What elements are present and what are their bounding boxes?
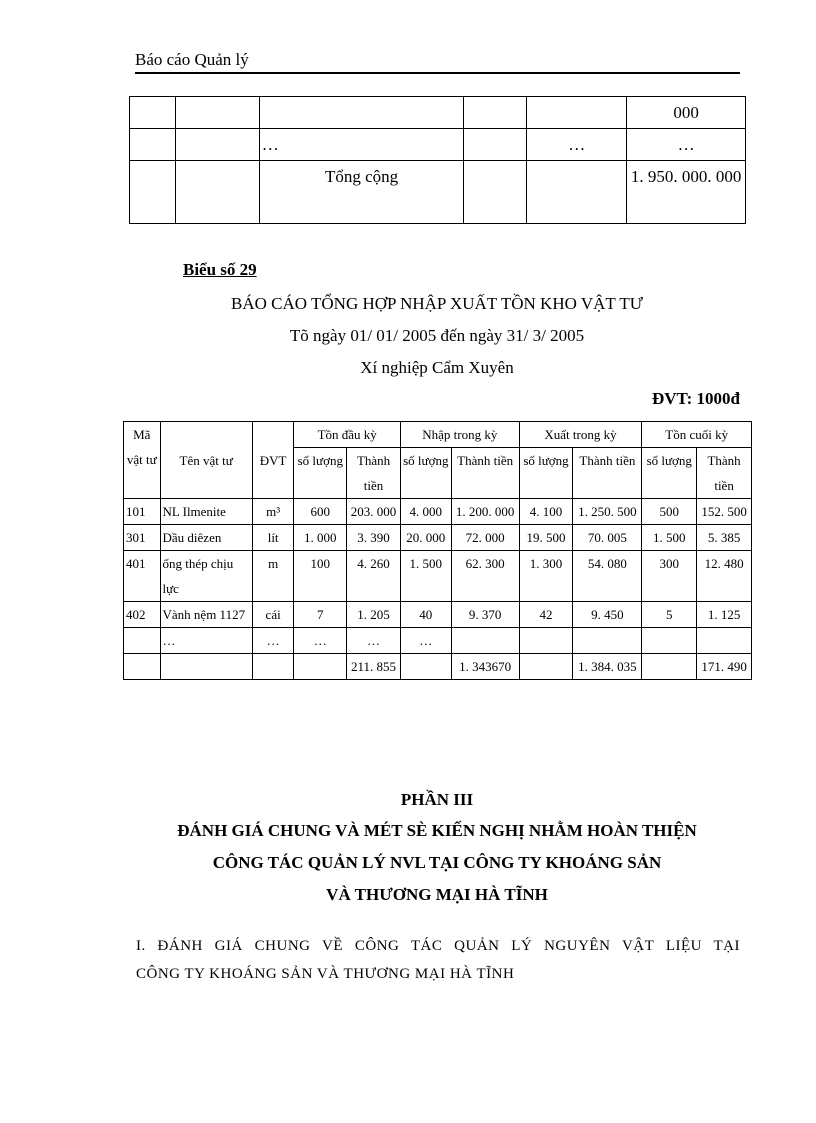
table-cell: 20. 000	[400, 525, 451, 551]
table-cell: …	[347, 628, 401, 654]
table-row	[130, 129, 746, 161]
table-cell: 500	[642, 499, 697, 525]
table-cell: Dầu diêzen	[160, 525, 252, 551]
part-label: PHẦN III	[400, 790, 474, 809]
part-heading-line2: CÔNG TÁC QUẢN LÝ NVL TẠI CÔNG TY KHOÁNG SẢN	[212, 853, 662, 872]
table-cell	[697, 628, 752, 654]
table-cell: 1. 205	[347, 602, 401, 628]
header-qty: số lượng	[642, 448, 697, 499]
inventory-summary-table	[123, 421, 752, 680]
table-cell: 9. 370	[451, 602, 519, 628]
header-opening: Tồn đầu kỳ	[294, 422, 401, 448]
table-cell: 101	[124, 499, 161, 525]
header-export: Xuất trong kỳ	[519, 422, 642, 448]
table-cell	[124, 628, 161, 654]
table-cell: 4. 000	[400, 499, 451, 525]
table-cell	[642, 654, 697, 680]
table-row	[124, 654, 752, 680]
table-cell: lít	[252, 525, 294, 551]
table-cell: 1. 125	[697, 602, 752, 628]
table-cell	[519, 654, 573, 680]
table-cell: 4. 100	[519, 499, 573, 525]
table-cell: 1. 384. 035	[573, 654, 642, 680]
table-cell: m	[252, 551, 294, 602]
header-closing: Tồn cuối kỳ	[642, 422, 752, 448]
table-cell: …	[252, 628, 294, 654]
header-qty: số lượng	[519, 448, 573, 499]
table-cell: 70. 005	[573, 525, 642, 551]
table-row	[124, 602, 752, 628]
table-row	[130, 161, 746, 224]
table-cell: 301	[124, 525, 161, 551]
table-cell	[294, 654, 347, 680]
table-header-row	[124, 422, 752, 448]
header-import: Nhập trong kỳ	[400, 422, 519, 448]
table-cell: cái	[252, 602, 294, 628]
header-qty: số lượng	[294, 448, 347, 499]
table-cell: Vành nệm 1127	[160, 602, 252, 628]
page-header: Báo cáo Quản lý	[135, 50, 740, 74]
table-cell: 100	[294, 551, 347, 602]
total-label: Tổng cộng	[259, 161, 464, 224]
table-cell: 300	[642, 551, 697, 602]
header-amount: Thành tiền	[451, 448, 519, 499]
table-cell: …	[160, 628, 252, 654]
table-cell: 5. 385	[697, 525, 752, 551]
table-cell: 9. 450	[573, 602, 642, 628]
header-qty: số lượng	[400, 448, 451, 499]
header-amount: Thành tiền	[697, 448, 752, 499]
table-cell: 1. 250. 500	[573, 499, 642, 525]
top-continuation-table	[129, 96, 746, 224]
table-cell	[400, 654, 451, 680]
table-cell: NL Ilmenite	[160, 499, 252, 525]
table-cell: 1. 200. 000	[451, 499, 519, 525]
table-cell	[519, 628, 573, 654]
table-cell: …	[400, 628, 451, 654]
currency-unit: ĐVT: 1000đ	[652, 389, 740, 408]
table-cell: 600	[294, 499, 347, 525]
table-cell: 72. 000	[451, 525, 519, 551]
report-unit: Xí nghiệp Cẩm Xuyên	[360, 358, 514, 377]
table-cell: 62. 300	[451, 551, 519, 602]
table-cell: 211. 855	[347, 654, 401, 680]
table-cell	[573, 628, 642, 654]
table-cell: 152. 500	[697, 499, 752, 525]
table-cell: 1. 500	[400, 551, 451, 602]
header-name: Tên vật tư	[160, 422, 252, 499]
table-cell: 3. 390	[347, 525, 401, 551]
table-cell: 1. 000	[294, 525, 347, 551]
table-cell: …	[627, 129, 746, 161]
table-row	[124, 551, 752, 602]
table-cell: 4. 260	[347, 551, 401, 602]
table-row	[124, 628, 752, 654]
table-row	[130, 97, 746, 129]
table-cell	[451, 628, 519, 654]
table-cell	[252, 654, 294, 680]
total-value: 1. 950. 000. 000	[627, 161, 746, 224]
form-number: Biểu số 29	[183, 260, 257, 279]
table-cell: …	[294, 628, 347, 654]
table-cell: 5	[642, 602, 697, 628]
table-cell: 402	[124, 602, 161, 628]
table-row	[124, 499, 752, 525]
header-amount: Thành tiền	[347, 448, 401, 499]
section-heading-line2: CÔNG TY KHOÁNG SẢN VÀ THƯƠNG MẠI HÀ TĨNH	[136, 966, 515, 982]
table-cell	[124, 654, 161, 680]
table-cell: 1. 300	[519, 551, 573, 602]
table-cell: 54. 080	[573, 551, 642, 602]
table-cell: 401	[124, 551, 161, 602]
table-cell: 171. 490	[697, 654, 752, 680]
report-period: Tõ ngày 01/ 01/ 2005 đến ngày 31/ 3/ 2005	[289, 326, 585, 345]
part-heading-line3: VÀ THƯƠNG MẠI HÀ TĨNH	[326, 885, 548, 904]
table-cell: 203. 000	[347, 499, 401, 525]
table-cell: 1. 500	[642, 525, 697, 551]
table-cell: 12. 480	[697, 551, 752, 602]
table-cell	[642, 628, 697, 654]
table-cell: …	[259, 129, 464, 161]
table-cell: m³	[252, 499, 294, 525]
table-cell: 000	[627, 97, 746, 129]
report-title: BÁO CÁO TỔNG HỢP NHẬP XUẤT TỒN KHO VẬT TƯ	[231, 294, 643, 313]
section-heading-line1: I. ĐÁNH GIÁ CHUNG VỀ CÔNG TÁC QUẢN LÝ NGUYÊN VẬT LIỆU TẠI	[136, 938, 740, 954]
table-cell: 42	[519, 602, 573, 628]
header-unit: ĐVT	[252, 422, 294, 499]
table-cell: …	[527, 129, 627, 161]
table-cell: 7	[294, 602, 347, 628]
table-cell: ống thép chịu lực	[160, 551, 252, 602]
header-amount: Thành tiền	[573, 448, 642, 499]
table-row	[124, 525, 752, 551]
table-cell	[160, 654, 252, 680]
part-heading-line1: ĐÁNH GIÁ CHUNG VÀ MÉT SÈ KIẾN NGHỊ NHẰM HOÀN THIỆN	[177, 821, 697, 840]
header-code: Mã vật tư	[124, 422, 161, 499]
table-cell: 19. 500	[519, 525, 573, 551]
table-cell: 40	[400, 602, 451, 628]
table-cell: 1. 343670	[451, 654, 519, 680]
